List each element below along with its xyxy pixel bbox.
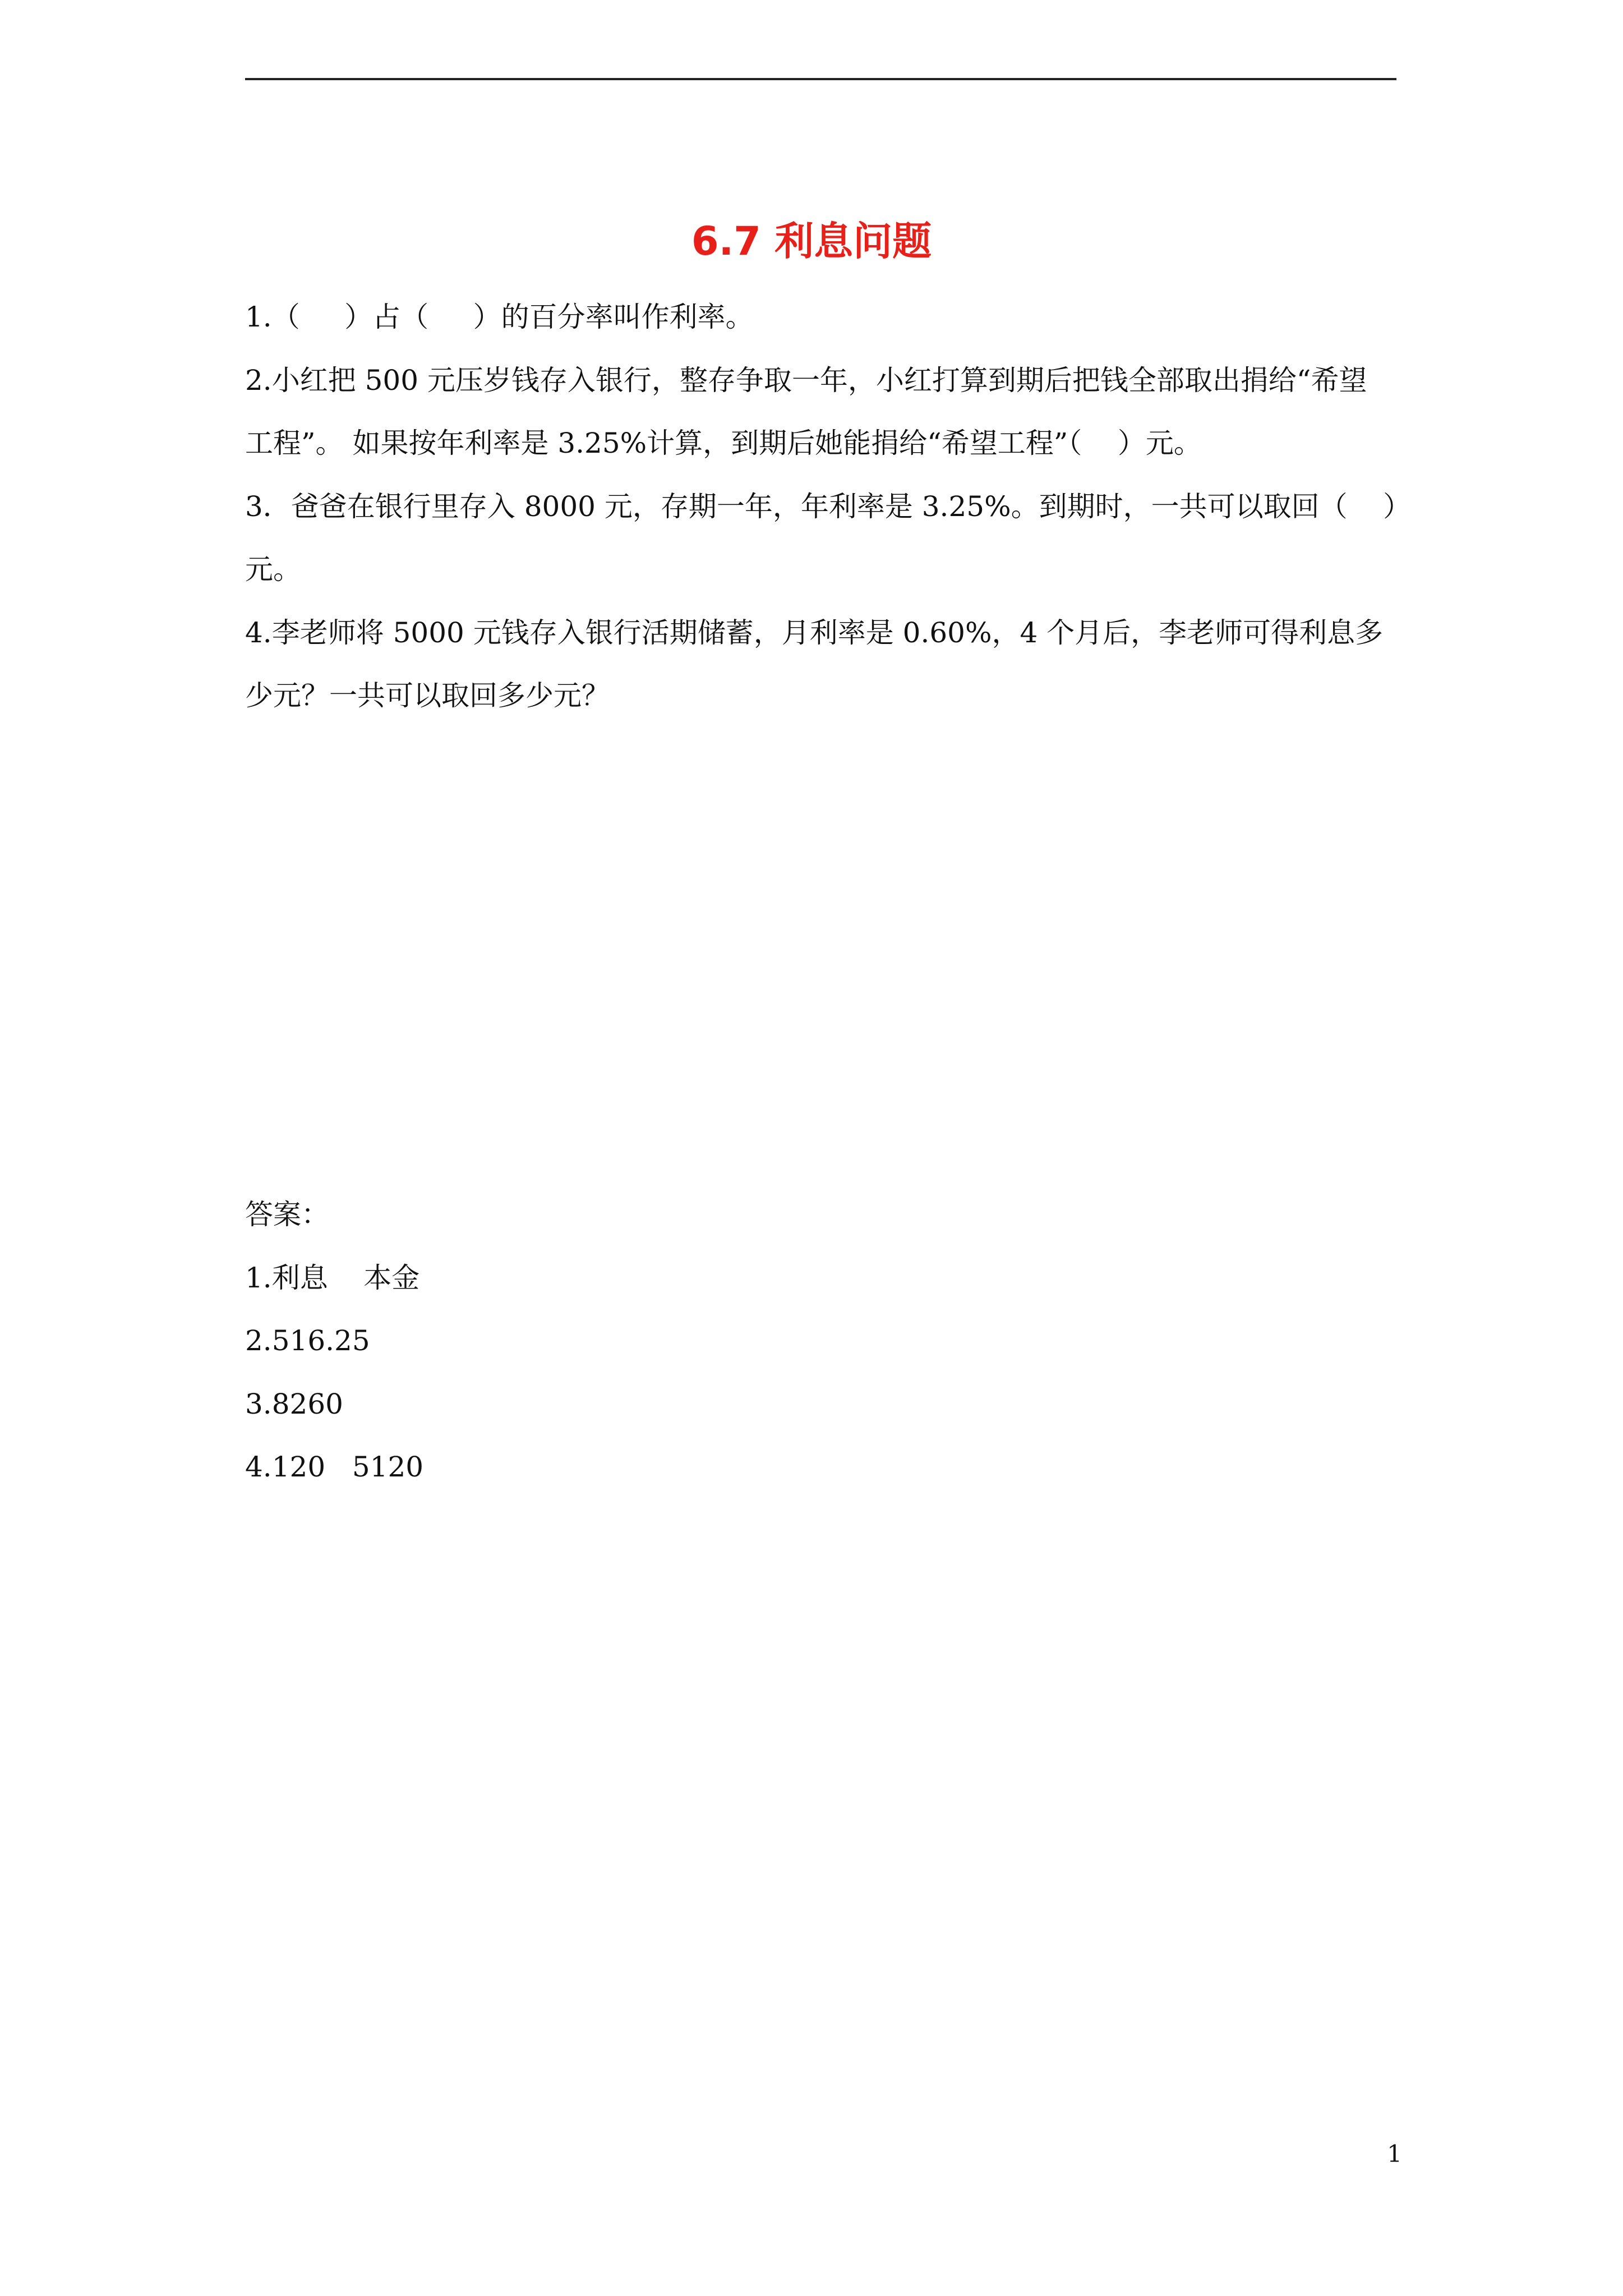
header-rule	[245, 78, 1396, 80]
answer-1: 1.利息 本金	[245, 1262, 420, 1294]
question-1-line-1: 1.（ ）占（ ）的百分率叫作利率。	[245, 301, 754, 333]
question-2-line-1: 2.小红把 500 元压岁钱存入银行，整存争取一年，小红打算到期后把钱全部取出捐给“希望	[245, 364, 1367, 397]
question-3-line-2: 元。	[245, 553, 301, 586]
page-number: 1	[1387, 2140, 1402, 2168]
answer-4: 4.120 5120	[245, 1451, 424, 1483]
page-title: 6.7 利息问题	[691, 218, 932, 264]
answer-2: 2.516.25	[245, 1324, 370, 1357]
question-3-line-1: 3．爸爸在银行里存入 8000 元，存期一年，年利率是 3.25%。到期时，一共可以取回（ ）	[245, 490, 1412, 523]
answer-3: 3.8260	[245, 1388, 343, 1420]
question-2-line-2: 工程”。 如果按年利率是 3.25%计算，到期后她能捐给“希望工程”（ ）元。	[245, 427, 1202, 459]
answers-heading: 答案：	[245, 1198, 329, 1231]
question-4-line-2: 少元？一共可以取回多少元？	[245, 679, 610, 712]
question-4-line-1: 4.李老师将 5000 元钱存入银行活期储蓄，月利率是 0.60%，4 个月后，李老师可得利息多	[245, 616, 1384, 649]
